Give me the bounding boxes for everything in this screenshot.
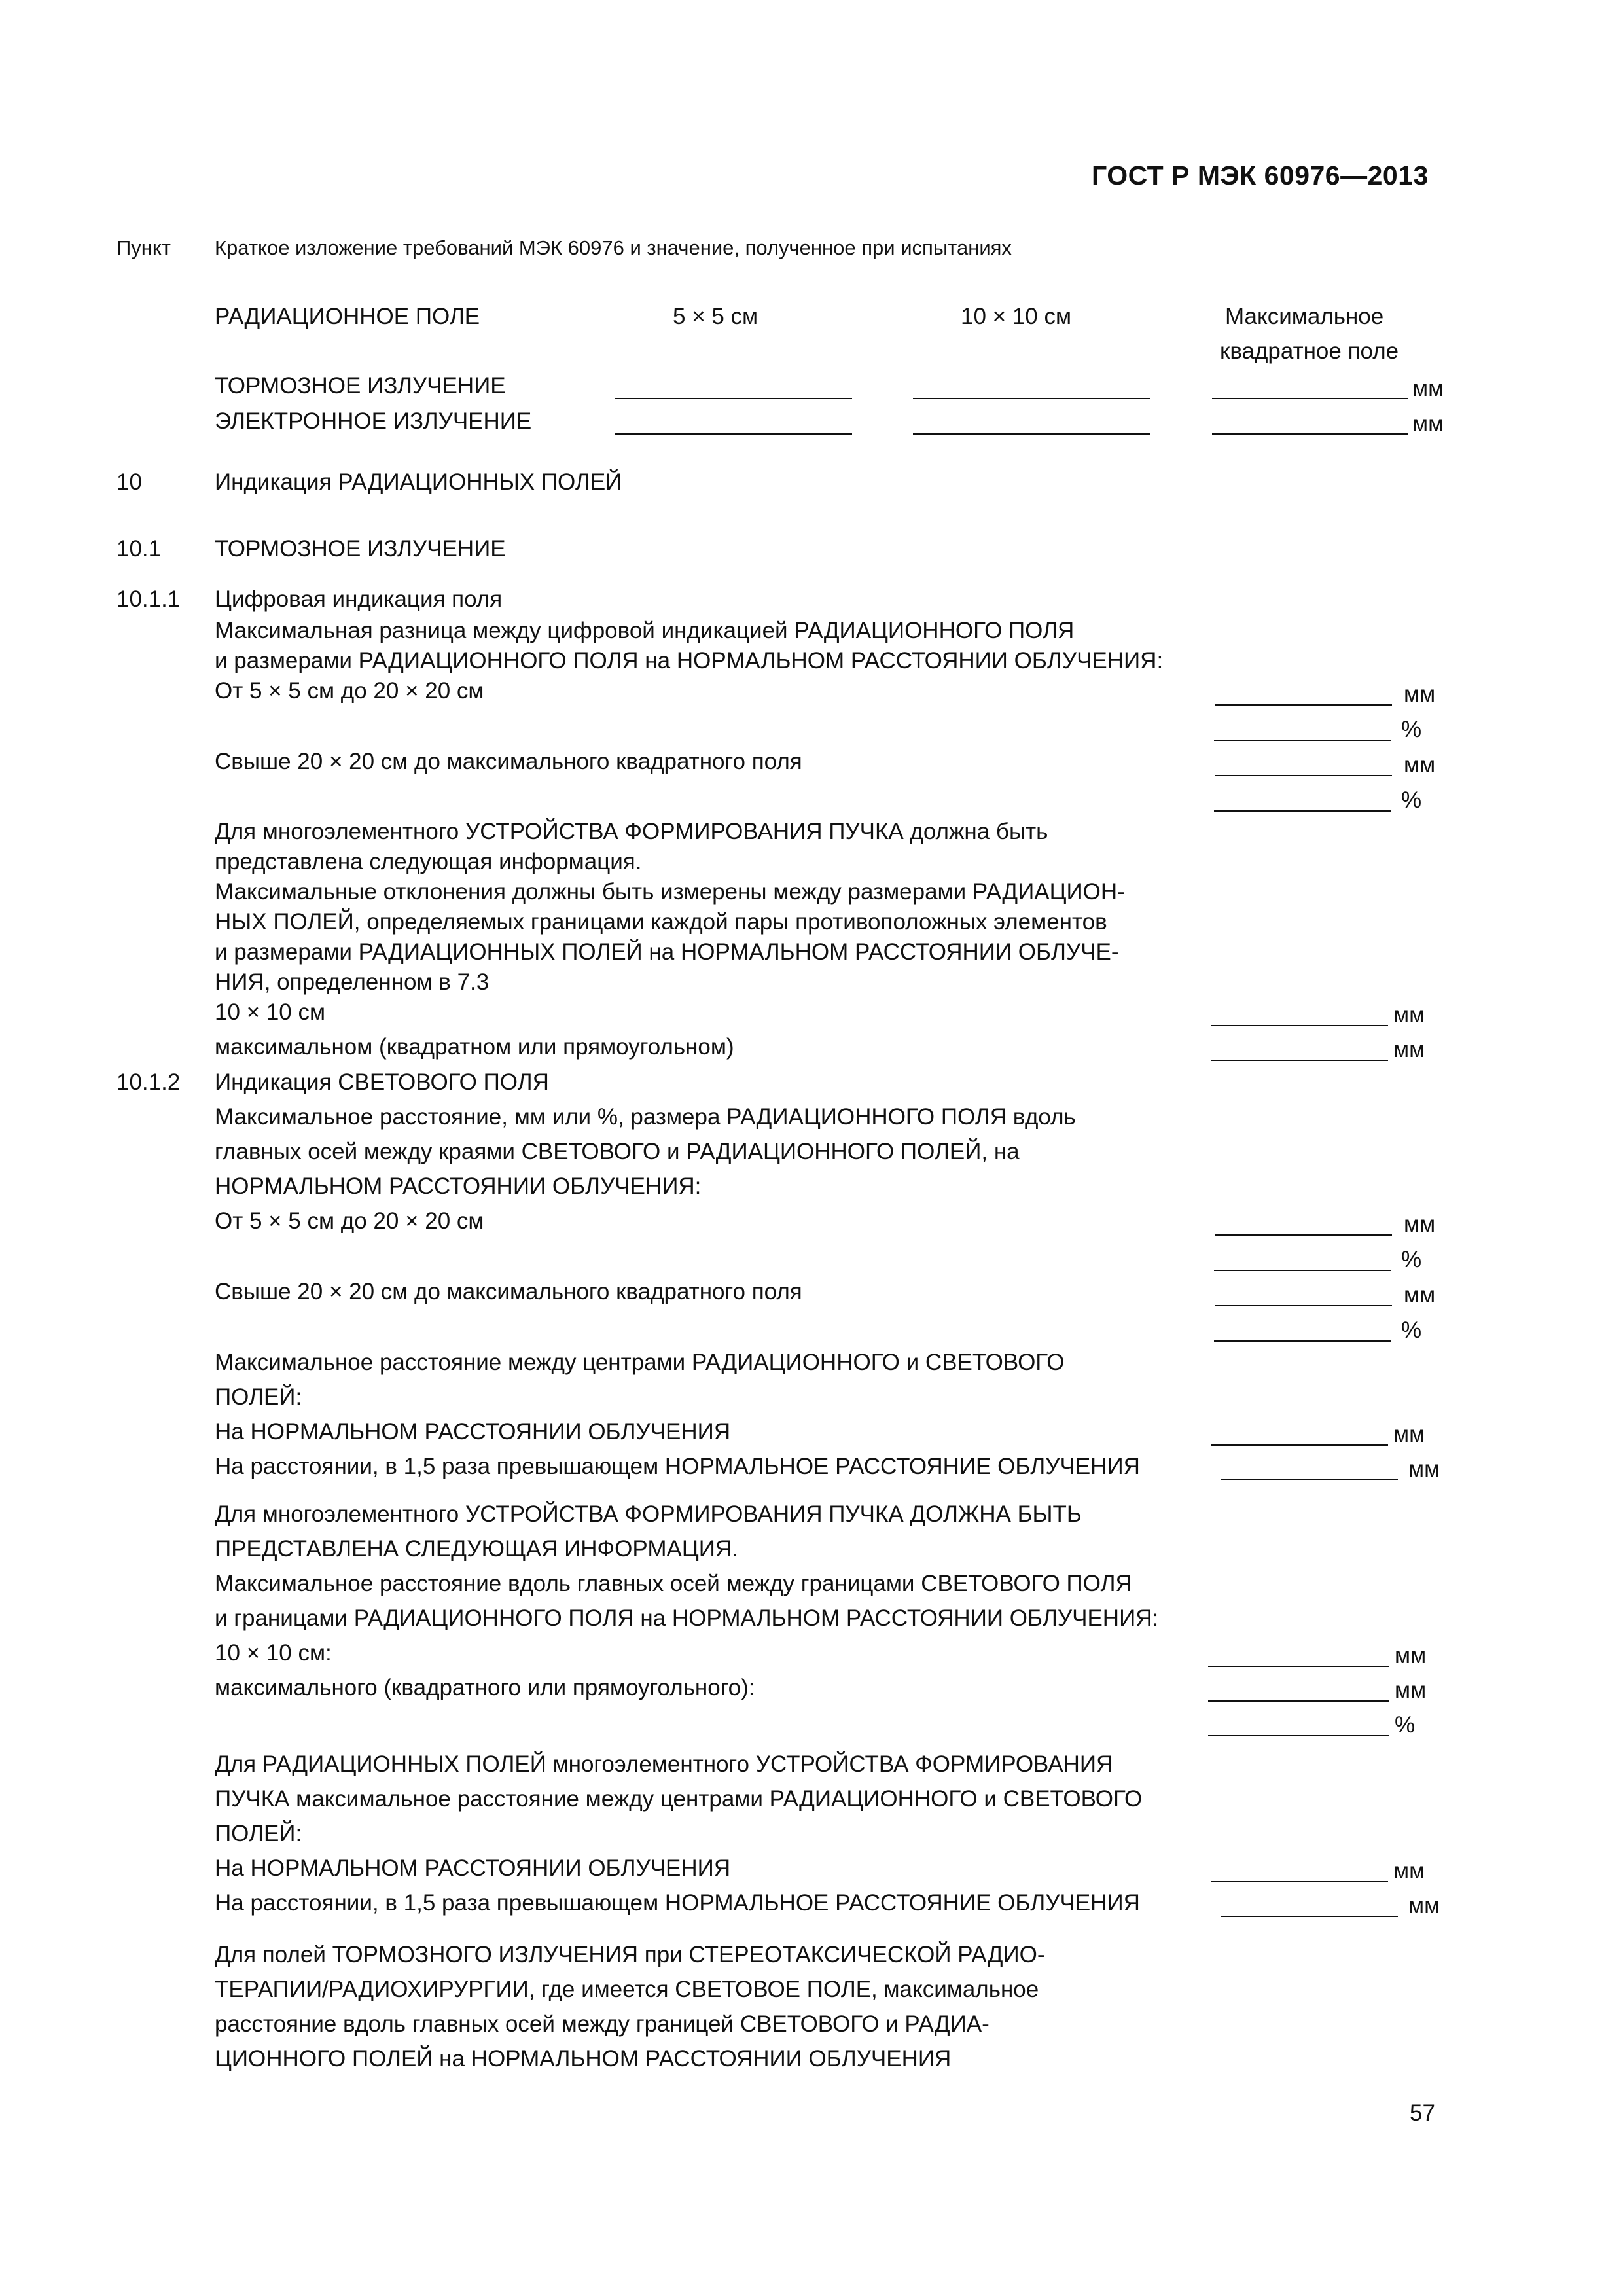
- paragraph-line: представлена следующая информация.: [215, 849, 642, 874]
- paragraph-line: Для полей ТОРМОЗНОГО ИЗЛУЧЕНИЯ при СТЕРЕОТАКСИЧЕСКОЙ РАДИО-: [215, 1942, 1045, 1967]
- blank-bremsstrahlung-max[interactable]: [1212, 398, 1408, 399]
- section-title: Индикация РАДИАЦИОННЫХ ПОЛЕЙ: [215, 469, 622, 495]
- unit-mm: мм: [1404, 752, 1436, 778]
- paragraph-line: ПУЧКА максимальное расстояние между центрами РАДИАЦИОННОГО и СВЕТОВОГО: [215, 1786, 1143, 1812]
- unit-percent: %: [1395, 1712, 1416, 1738]
- measurement-label: От 5 × 5 см до 20 × 20 см: [215, 678, 484, 704]
- blank-digital-large-mm[interactable]: [1215, 775, 1392, 776]
- blank-mlc-max-mm[interactable]: [1211, 1060, 1388, 1061]
- document-id: ГОСТ Р МЭК 60976—2013: [1092, 160, 1429, 190]
- measurement-label: На НОРМАЛЬНОМ РАССТОЯНИИ ОБЛУЧЕНИЯ: [215, 1419, 731, 1444]
- unit-percent: %: [1401, 787, 1422, 813]
- blank-mlc-10x10-mm[interactable]: [1211, 1025, 1388, 1026]
- unit-percent: %: [1401, 1247, 1422, 1272]
- blank-bremsstrahlung-10x10[interactable]: [913, 398, 1150, 399]
- unit-mm: мм: [1408, 1893, 1440, 1918]
- paragraph-line: Для многоэлементного УСТРОЙСТВА ФОРМИРОВАНИЯ ПУЧКА должна быть: [215, 819, 1048, 844]
- blank-centers-nsd-mm[interactable]: [1211, 1444, 1388, 1446]
- blank-digital-small-mm[interactable]: [1215, 704, 1392, 706]
- paragraph-line: ПОЛЕЙ:: [215, 1821, 302, 1846]
- unit-mm: мм: [1395, 1643, 1427, 1668]
- blank-mlc-light-max-pct[interactable]: [1208, 1735, 1389, 1736]
- paragraph-line: НЫХ ПОЛЕЙ, определяемых границами каждой пары противоположных элементов: [215, 909, 1107, 935]
- paragraph-line: Максимальное расстояние между центрами РАДИАЦИОННОГО и СВЕТОВОГО: [215, 1350, 1065, 1375]
- field-table-col-10x10: 10 × 10 см: [961, 304, 1072, 329]
- unit-mm: мм: [1412, 411, 1444, 437]
- blank-light-large-mm[interactable]: [1215, 1305, 1392, 1306]
- blank-mlc-light-10x10-mm[interactable]: [1208, 1666, 1389, 1667]
- blank-centers-1-5nsd-mm[interactable]: [1221, 1479, 1398, 1480]
- summary-column-header: Краткое изложение требований МЭК 60976 и значение, полученное при испытаниях: [215, 236, 1012, 259]
- blank-mlc-centers-1-5nsd-mm[interactable]: [1221, 1916, 1398, 1917]
- paragraph-line: Максимальная разница между цифровой индикацией РАДИАЦИОННОГО ПОЛЯ: [215, 618, 1075, 643]
- unit-mm: мм: [1408, 1456, 1440, 1482]
- unit-percent: %: [1401, 1318, 1422, 1343]
- section-number: 10: [116, 469, 142, 495]
- measurement-label: От 5 × 5 см до 20 × 20 см: [215, 1208, 484, 1234]
- section-number: 10.1.2: [116, 1069, 181, 1095]
- paragraph-line: Для РАДИАЦИОННЫХ ПОЛЕЙ многоэлементного УСТРОЙСТВА ФОРМИРОВАНИЯ: [215, 1751, 1113, 1777]
- paragraph-line: НИЯ, определенном в 7.3: [215, 969, 490, 995]
- paragraph-line: НОРМАЛЬНОМ РАССТОЯНИИ ОБЛУЧЕНИЯ:: [215, 1174, 702, 1199]
- paragraph-line: Для многоэлементного УСТРОЙСТВА ФОРМИРОВАНИЯ ПУЧКА ДОЛЖНА БЫТЬ: [215, 1501, 1082, 1527]
- field-table-col-max: Максимальное: [1225, 304, 1384, 329]
- section-number: 10.1: [116, 536, 162, 562]
- unit-mm: мм: [1404, 1282, 1436, 1308]
- paragraph-line: и границами РАДИАЦИОННОГО ПОЛЯ на НОРМАЛЬНОМ РАССТОЯНИИ ОБЛУЧЕНИЯ:: [215, 1605, 1159, 1631]
- paragraph-line: ТЕРАПИИ/РАДИОХИРУРГИИ, где имеется СВЕТОВОЕ ПОЛЕ, максимальное: [215, 1977, 1039, 2002]
- blank-light-large-pct[interactable]: [1214, 1340, 1391, 1342]
- paragraph-line: Максимальное расстояние вдоль главных осей между границами СВЕТОВОГО ПОЛЯ: [215, 1571, 1132, 1596]
- page-number: 57: [1410, 2100, 1435, 2126]
- unit-mm: мм: [1412, 376, 1444, 401]
- measurement-label: На расстоянии, в 1,5 раза превышающем НОРМАЛЬНОЕ РАССТОЯНИЕ ОБЛУЧЕНИЯ: [215, 1454, 1140, 1479]
- measurement-label: максимальном (квадратном или прямоугольном): [215, 1034, 734, 1060]
- unit-mm: мм: [1395, 1677, 1427, 1703]
- clause-column-header: Пункт: [116, 236, 171, 259]
- field-table-label: РАДИАЦИОННОЕ ПОЛЕ: [215, 304, 480, 329]
- blank-digital-large-pct[interactable]: [1214, 810, 1391, 812]
- paragraph-line: Максимальные отклонения должны быть измерены между размерами РАДИАЦИОН-: [215, 879, 1125, 905]
- blank-electron-10x10[interactable]: [913, 433, 1150, 435]
- measurement-label: На расстоянии, в 1,5 раза превышающем НОРМАЛЬНОЕ РАССТОЯНИЕ ОБЛУЧЕНИЯ: [215, 1890, 1140, 1916]
- section-title: ТОРМОЗНОЕ ИЗЛУЧЕНИЕ: [215, 536, 506, 562]
- section-title: Индикация СВЕТОВОГО ПОЛЯ: [215, 1069, 549, 1095]
- measurement-label: Свыше 20 × 20 см до максимального квадратного поля: [215, 1279, 802, 1304]
- blank-digital-small-pct[interactable]: [1214, 740, 1391, 741]
- paragraph-line: главных осей между краями СВЕТОВОГО и РАДИАЦИОННОГО ПОЛЕЙ, на: [215, 1139, 1020, 1164]
- blank-electron-max[interactable]: [1212, 433, 1408, 435]
- paragraph-line: ПОЛЕЙ:: [215, 1384, 302, 1410]
- paragraph-line: и размерами РАДИАЦИОННЫХ ПОЛЕЙ на НОРМАЛЬНОМ РАССТОЯНИИ ОБЛУЧЕ-: [215, 939, 1119, 965]
- blank-bremsstrahlung-5x5[interactable]: [615, 398, 852, 399]
- paragraph-line: и размерами РАДИАЦИОННОГО ПОЛЯ на НОРМАЛЬНОМ РАССТОЯНИИ ОБЛУЧЕНИЯ:: [215, 648, 1164, 673]
- unit-mm: мм: [1393, 1002, 1425, 1028]
- measurement-label: Свыше 20 × 20 см до максимального квадратного поля: [215, 749, 802, 774]
- blank-light-small-mm[interactable]: [1215, 1234, 1392, 1236]
- paragraph-line: Максимальное расстояние, мм или %, размера РАДИАЦИОННОГО ПОЛЯ вдоль: [215, 1104, 1076, 1130]
- section-number: 10.1.1: [116, 586, 181, 612]
- unit-mm: мм: [1393, 1422, 1425, 1447]
- measurement-label: 10 × 10 см:: [215, 1640, 332, 1666]
- measurement-label: максимального (квадратного или прямоугольного):: [215, 1675, 755, 1700]
- measurement-label: На НОРМАЛЬНОМ РАССТОЯНИИ ОБЛУЧЕНИЯ: [215, 1856, 731, 1881]
- paragraph-line: расстояние вдоль главных осей между границей СВЕТОВОГО и РАДИА-: [215, 2011, 990, 2037]
- unit-mm: мм: [1404, 681, 1436, 707]
- blank-electron-5x5[interactable]: [615, 433, 852, 435]
- field-table-col-5x5: 5 × 5 см: [673, 304, 758, 329]
- blank-mlc-light-max-mm[interactable]: [1208, 1700, 1389, 1702]
- paragraph-line: ЦИОННОГО ПОЛЕЙ на НОРМАЛЬНОМ РАССТОЯНИИ ОБЛУЧЕНИЯ: [215, 2046, 952, 2072]
- field-table-col-max-line2: квадратное поле: [1220, 338, 1399, 364]
- unit-mm: мм: [1393, 1858, 1425, 1884]
- measurement-label: 10 × 10 см: [215, 999, 326, 1025]
- blank-mlc-centers-nsd-mm[interactable]: [1211, 1881, 1388, 1882]
- field-table-row-bremsstrahlung: ТОРМОЗНОЕ ИЗЛУЧЕНИЕ: [215, 373, 506, 399]
- paragraph-line: ПРЕДСТАВЛЕНА СЛЕДУЮЩАЯ ИНФОРМАЦИЯ.: [215, 1536, 738, 1562]
- section-title: Цифровая индикация поля: [215, 586, 503, 612]
- unit-mm: мм: [1404, 1211, 1436, 1237]
- field-table-row-electron: ЭЛЕКТРОННОЕ ИЗЛУЧЕНИЕ: [215, 408, 532, 434]
- unit-mm: мм: [1393, 1037, 1425, 1062]
- unit-percent: %: [1401, 717, 1422, 742]
- blank-light-small-pct[interactable]: [1214, 1270, 1391, 1271]
